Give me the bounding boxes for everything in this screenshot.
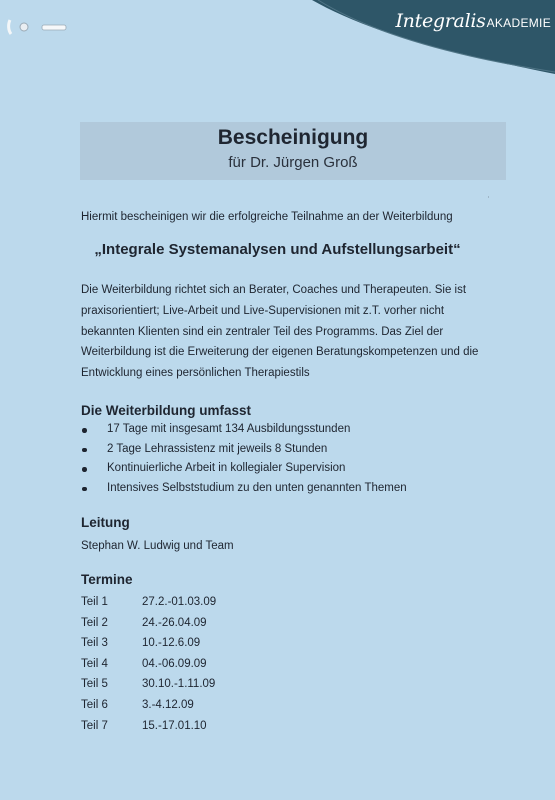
termin-row	[81, 658, 216, 679]
bullet-icon	[82, 467, 87, 472]
list-item	[81, 462, 407, 482]
bullet-icon	[82, 448, 87, 453]
description-paragraph	[81, 280, 511, 384]
termin-row	[81, 699, 216, 720]
termin-date: 04.-06.09.09	[142, 657, 207, 670]
logo-sub: AKADEMIE	[486, 16, 551, 30]
termin-row	[81, 720, 216, 741]
intro-text: Hiermit bescheinigen wir die erfolgreiche Teilnahme an der Weiterbildung	[81, 211, 453, 223]
bullet-icon	[82, 487, 87, 492]
termine-heading: Termine	[81, 572, 133, 587]
integralis-logo	[395, 10, 551, 32]
list-item-text: Intensives Selbststudium zu den unten genannten Themen	[107, 481, 407, 494]
termin-date: 15.-17.01.10	[142, 719, 207, 732]
course-title: „Integrale Systemanalysen und Aufstellungsarbeit“	[94, 241, 461, 258]
recipient-name: für Dr. Jürgen Groß	[228, 154, 358, 171]
scope-heading: Die Weiterbildung umfasst	[81, 403, 252, 418]
termin-label: Teil 1	[81, 596, 108, 608]
scope-list	[81, 423, 407, 501]
termin-date: 24.-26.04.09	[142, 616, 207, 629]
termin-date: 3.-4.12.09	[142, 698, 194, 711]
termine-list	[81, 596, 216, 740]
description-line: Entwicklung eines persönlichen Therapiestils	[81, 367, 310, 380]
list-item	[81, 443, 407, 463]
paper-mark	[488, 196, 489, 198]
termin-label: Teil 5	[81, 678, 108, 691]
list-item-text: 17 Tage mit insgesamt 134 Ausbildungsstunden	[107, 423, 351, 435]
logo-brand: Integralis	[395, 10, 486, 32]
termin-label: Teil 6	[81, 698, 108, 711]
leitung-text: Stephan W. Ludwig und Team	[81, 540, 234, 552]
termin-row	[81, 637, 216, 658]
list-item-text: Kontinuierliche Arbeit in kollegialer Supervision	[107, 462, 346, 474]
page-title: Bescheinigung	[217, 126, 369, 149]
staple-icon	[6, 14, 68, 40]
list-item	[81, 423, 407, 443]
termin-date: 30.10.-1.11.09	[142, 678, 216, 691]
termin-label: Teil 7	[81, 719, 108, 732]
termin-label: Teil 2	[81, 616, 108, 629]
leitung-heading: Leitung	[81, 515, 130, 530]
list-item	[81, 482, 407, 502]
termin-row	[81, 617, 216, 638]
description-line: bekannten Klienten sind ein zentraler Teil des Programms. Das Ziel der	[81, 325, 444, 338]
list-item-text: 2 Tage Lehrassistenz mit jeweils 8 Stunden	[107, 442, 328, 455]
description-line: Die Weiterbildung richtet sich an Berater, Coaches und Therapeuten. Sie ist	[81, 284, 467, 296]
termin-row	[81, 678, 216, 699]
termin-date: 10.-12.6.09	[142, 637, 201, 650]
termin-row	[81, 596, 216, 617]
bullet-icon	[82, 428, 87, 433]
description-line: Weiterbildung ist die Erweiterung der eigenen Beratungskompetenzen und die	[81, 346, 479, 359]
termin-date: 27.2.-01.03.09	[142, 596, 217, 608]
title-box	[80, 122, 506, 180]
termin-label: Teil 4	[81, 657, 108, 670]
description-line: praxisorientiert; Live-Arbeit und Live-Supervisionen mit z.T. vorher nicht	[81, 304, 445, 317]
termin-label: Teil 3	[81, 637, 108, 650]
